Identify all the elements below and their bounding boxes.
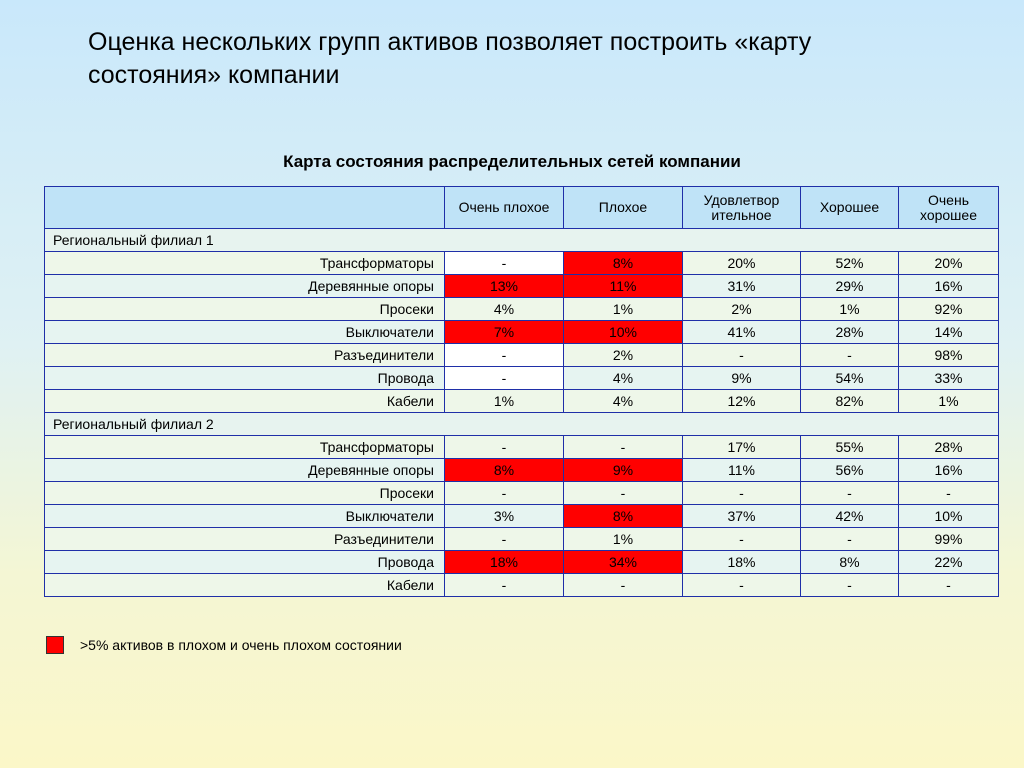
value-cell: 8% [445, 459, 564, 482]
value-cell: 22% [899, 551, 999, 574]
value-cell: 8% [564, 505, 683, 528]
asset-name-cell: Кабели [45, 390, 445, 413]
value-cell: - [683, 482, 801, 505]
value-cell: 9% [564, 459, 683, 482]
table-row [45, 390, 999, 413]
table-body [45, 229, 999, 597]
header-row [45, 187, 999, 229]
value-cell: 2% [564, 344, 683, 367]
value-cell: 1% [564, 528, 683, 551]
table-row [45, 459, 999, 482]
value-cell: 28% [899, 436, 999, 459]
value-cell: 82% [801, 390, 899, 413]
value-cell: 37% [683, 505, 801, 528]
value-cell: 2% [683, 298, 801, 321]
header-corner-cell [45, 187, 445, 229]
value-cell: 1% [564, 298, 683, 321]
value-cell: 33% [899, 367, 999, 390]
legend-text: >5% активов в плохом и очень плохом состоянии [80, 637, 402, 653]
asset-name-cell: Деревянные опоры [45, 275, 445, 298]
value-cell: 4% [564, 390, 683, 413]
table-row [45, 252, 999, 275]
legend-red-swatch [46, 636, 64, 654]
asset-name-cell: Провода [45, 367, 445, 390]
value-cell: 13% [445, 275, 564, 298]
value-cell: - [899, 574, 999, 597]
value-cell: 4% [564, 367, 683, 390]
value-cell: 17% [683, 436, 801, 459]
value-cell: 41% [683, 321, 801, 344]
column-header: Удовлетвор ительное [683, 187, 801, 229]
asset-name-cell: Разъединители [45, 528, 445, 551]
table-row [45, 298, 999, 321]
value-cell: 18% [445, 551, 564, 574]
value-cell: 28% [801, 321, 899, 344]
page-headline: Оценка нескольких групп активов позволяет построить «карту состояния» компании [88, 28, 812, 89]
value-cell: 18% [683, 551, 801, 574]
table-row [45, 505, 999, 528]
value-cell: - [801, 528, 899, 551]
value-cell: - [683, 344, 801, 367]
value-cell: 99% [899, 528, 999, 551]
column-header: Хорошее [801, 187, 899, 229]
value-cell: 54% [801, 367, 899, 390]
value-cell: 92% [899, 298, 999, 321]
group-row [45, 229, 999, 252]
asset-name-cell: Просеки [45, 482, 445, 505]
column-header: Очень плохое [445, 187, 564, 229]
value-cell: 16% [899, 275, 999, 298]
table-row [45, 344, 999, 367]
legend [46, 636, 402, 654]
value-cell: - [445, 252, 564, 275]
value-cell: - [445, 436, 564, 459]
value-cell: 10% [899, 505, 999, 528]
value-cell: 14% [899, 321, 999, 344]
asset-name-cell: Деревянные опоры [45, 459, 445, 482]
value-cell: - [801, 482, 899, 505]
value-cell: 12% [683, 390, 801, 413]
value-cell: 8% [801, 551, 899, 574]
value-cell: 4% [445, 298, 564, 321]
table-row [45, 551, 999, 574]
asset-name-cell: Трансформаторы [45, 252, 445, 275]
column-header: Плохое [564, 187, 683, 229]
value-cell: - [801, 574, 899, 597]
asset-name-cell: Трансформаторы [45, 436, 445, 459]
value-cell: - [564, 436, 683, 459]
value-cell: 31% [683, 275, 801, 298]
value-cell: - [899, 482, 999, 505]
value-cell: - [445, 574, 564, 597]
group-row [45, 413, 999, 436]
asset-name-cell: Просеки [45, 298, 445, 321]
value-cell: - [683, 528, 801, 551]
table-row [45, 436, 999, 459]
value-cell: 34% [564, 551, 683, 574]
value-cell: 9% [683, 367, 801, 390]
table-row [45, 574, 999, 597]
value-cell: 1% [801, 298, 899, 321]
value-cell: 55% [801, 436, 899, 459]
value-cell: - [445, 367, 564, 390]
asset-name-cell: Кабели [45, 574, 445, 597]
value-cell: 20% [899, 252, 999, 275]
value-cell: - [564, 482, 683, 505]
value-cell: 8% [564, 252, 683, 275]
value-cell: 7% [445, 321, 564, 344]
value-cell: 56% [801, 459, 899, 482]
value-cell: 98% [899, 344, 999, 367]
value-cell: 1% [899, 390, 999, 413]
table-row [45, 321, 999, 344]
asset-name-cell: Выключатели [45, 505, 445, 528]
value-cell: - [801, 344, 899, 367]
table-row [45, 482, 999, 505]
value-cell: 10% [564, 321, 683, 344]
value-cell: - [564, 574, 683, 597]
group-label: Региональный филиал 2 [45, 413, 999, 436]
value-cell: - [683, 574, 801, 597]
value-cell: - [445, 528, 564, 551]
value-cell: 3% [445, 505, 564, 528]
value-cell: 11% [564, 275, 683, 298]
condition-map-table [44, 186, 999, 597]
table-row [45, 275, 999, 298]
value-cell: 20% [683, 252, 801, 275]
value-cell: - [445, 344, 564, 367]
value-cell: 29% [801, 275, 899, 298]
value-cell: - [445, 482, 564, 505]
value-cell: 11% [683, 459, 801, 482]
table-row [45, 367, 999, 390]
asset-name-cell: Выключатели [45, 321, 445, 344]
asset-name-cell: Разъединители [45, 344, 445, 367]
value-cell: 42% [801, 505, 899, 528]
value-cell: 52% [801, 252, 899, 275]
table-caption: Карта состояния распределительных сетей компании [283, 152, 741, 171]
value-cell: 16% [899, 459, 999, 482]
table-row [45, 528, 999, 551]
group-label: Региональный филиал 1 [45, 229, 999, 252]
asset-name-cell: Провода [45, 551, 445, 574]
column-header: Очень хорошее [899, 187, 999, 229]
value-cell: 1% [445, 390, 564, 413]
